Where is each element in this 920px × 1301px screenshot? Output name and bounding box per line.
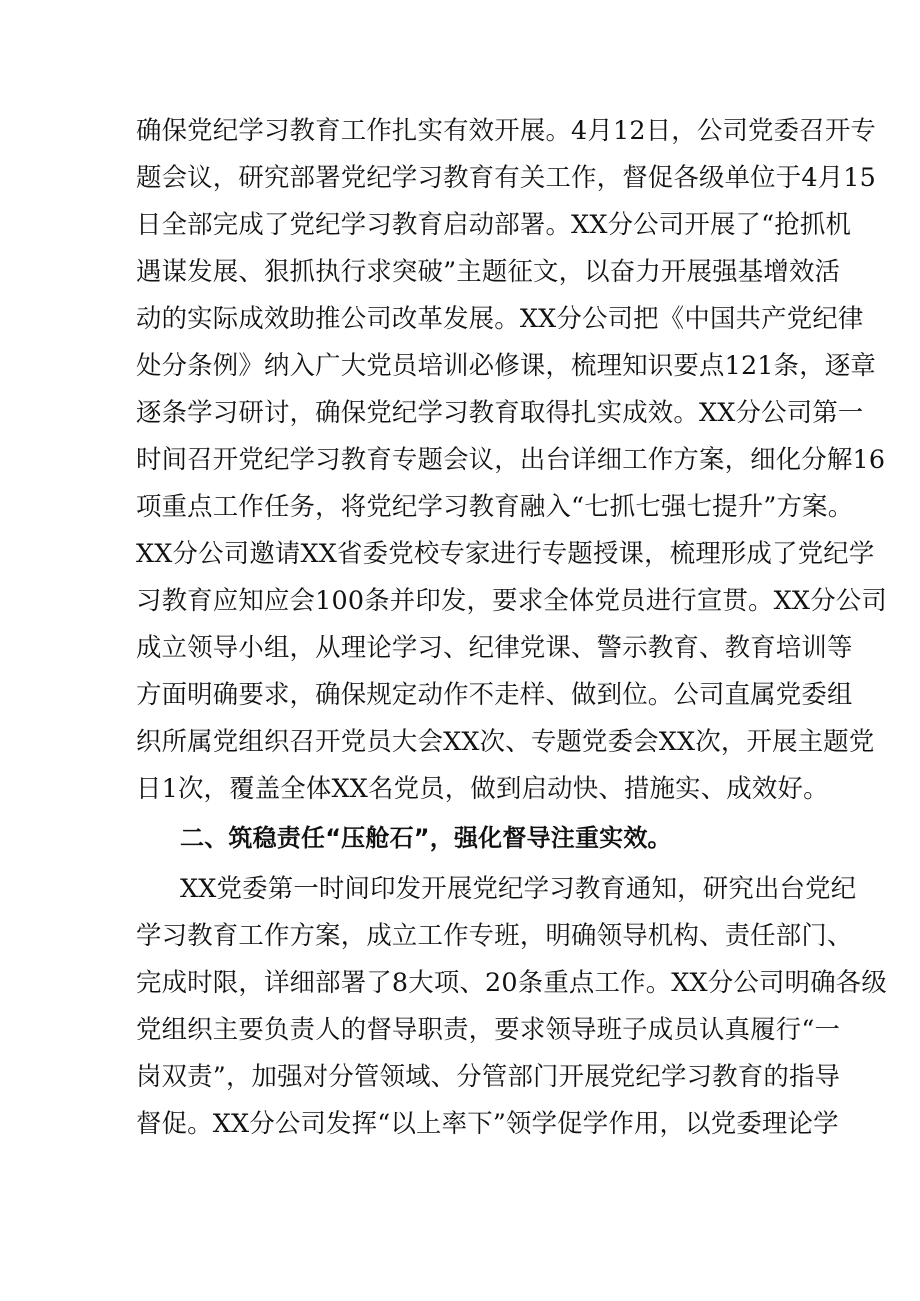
paragraph-1-line: 习教育应知应会100条并印发，要求全体党员进行宣贯。XX分公司 xyxy=(136,585,887,615)
paragraph-2-line: 学习教育工作方案，成立工作专班，明确领导机构、责任部门、 xyxy=(136,920,853,950)
paragraph-1-line: 处分条例》纳入广大党员培训必修课，梳理知识要点121条，逐章 xyxy=(136,350,877,380)
paragraph-1-line: 日1次，覆盖全体XX名党员，做到启动快、措施实、成效好。 xyxy=(136,773,829,803)
paragraph-1-line: 成立领导小组，从理论学习、纪律党课、警示教育、教育培训等 xyxy=(136,632,853,662)
paragraph-2-line: 完成时限，详细部署了8大项、20条重点工作。XX分公司明确各级 xyxy=(136,967,887,997)
paragraph-1-line: 方面明确要求，确保规定动作不走样、做到位。公司直属党委组 xyxy=(136,679,853,709)
paragraph-1-line: 项重点工作任务，将党纪学习教育融入“七抓七强七提升”方案。 xyxy=(136,491,854,521)
paragraph-1-line: 时间召开党纪学习教育专题会议，出台详细工作方案，细化分解16 xyxy=(136,444,886,474)
paragraph-1-line: 逐条学习研讨，确保党纪学习教育取得扎实成效。XX分公司第一 xyxy=(136,397,864,427)
paragraph-1-line: 日全部完成了党纪学习教育启动部署。XX分公司开展了“抢抓机 xyxy=(136,209,852,239)
paragraph-2-line: 党组织主要负责人的督导职责，要求领导班子成员认真履行“一 xyxy=(136,1014,841,1044)
paragraph-1-line: 织所属党组织召开党员大会XX次、专题党委会XX次，开展主题党 xyxy=(136,726,875,756)
paragraph-1-line: 确保党纪学习教育工作扎实有效开展。4月12日，公司党委召开专 xyxy=(136,115,877,145)
paragraph-1-line: 题会议，研究部署党纪学习教育有关工作，督促各级单位于4月15 xyxy=(136,162,877,192)
paragraph-1-line: XX分公司邀请XX省委党校专家进行专题授课，梳理形成了党纪学 xyxy=(136,538,875,568)
paragraph-2-line: XX党委第一时间印发开展党纪学习教育通知，研究出台党纪 xyxy=(180,873,857,903)
paragraph-2-line: 岗双责”，加强对分管领域、分管部门开展党纪学习教育的指导 xyxy=(136,1061,841,1091)
paragraph-1-line: 遇谋发展、狠抓执行求突破”主题征文，以奋力开展强基增效活 xyxy=(136,256,841,286)
paragraph-2-line: 督促。XX分公司发挥“以上率下”领学促学作用，以党委理论学 xyxy=(136,1108,839,1138)
paragraph-1-line: 动的实际成效助推公司改革发展。XX分公司把《中国共产党纪律 xyxy=(136,303,864,333)
section-heading: 二、筑稳责任“压舱石”，强化督导注重实效。 xyxy=(180,824,672,852)
